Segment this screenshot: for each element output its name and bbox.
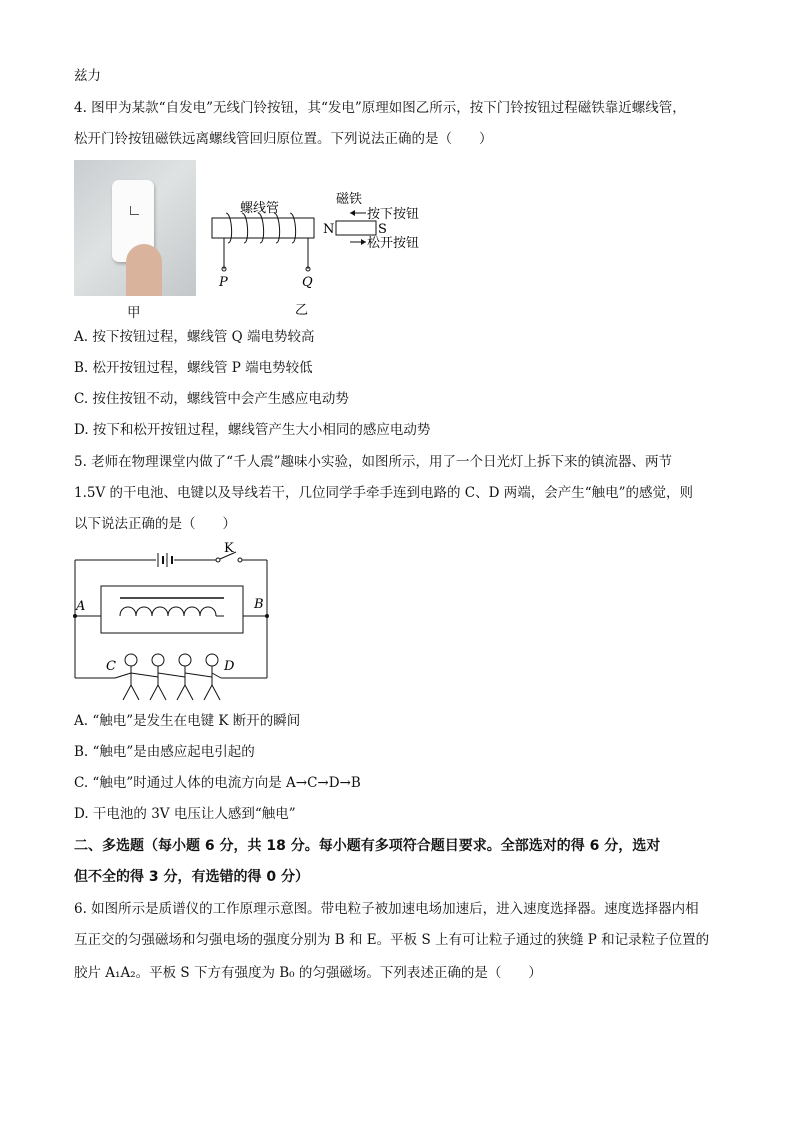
doorbell-photo (74, 160, 196, 296)
q4-option-b: B. 松开按钮过程，螺线管 P 端电势较低 (74, 360, 313, 376)
doorbell-logo-icon (130, 206, 139, 215)
press-arrowhead-icon (350, 210, 355, 216)
pole-s: S (378, 222, 387, 237)
q6-stem-line2: 互正交的匀强磁场和匀强电场的强度分别为 B 和 E。平板 S 上有可让粒子通过的狭缝 P 和记录粒子位置的 (74, 932, 710, 948)
q6-stem-line3: 胶片 A₁A₂。平板 S 下方有强度为 B₀ 的匀强磁场。下列表述正确的是（ ） (74, 965, 542, 981)
q4-option-a: A. 按下按钮过程，螺线管 Q 端电势较高 (74, 329, 315, 345)
q6-stem-line1: 6. 如图所示是质谱仪的工作原理示意图。带电粒子被加速电场加速后，进入速度选择器。速度选择器内相 (74, 901, 699, 917)
q5-option-b: B. “触电”是由感应起电引起的 (74, 744, 255, 760)
magnet-body (336, 221, 376, 235)
switch-label: K (224, 541, 234, 556)
q5-option-a: A. “触电”是发生在电键 K 断开的瞬间 (74, 713, 301, 729)
terminal-p-label: P (219, 275, 228, 290)
node-a-label: A (76, 599, 86, 614)
switch-contact-left (216, 558, 220, 562)
ballast-coil (120, 607, 216, 616)
q4-stem-line2: 松开门铃按钮磁铁远离螺线管回归原位置。下列说法正确的是（ ） (74, 131, 493, 147)
press-label: 按下按钮 (367, 207, 420, 222)
q5-option-d: D. 干电池的 3V 电压让人感到“触电” (74, 806, 296, 822)
header-fragment: 兹力 (74, 68, 101, 84)
circuit-diagram (68, 540, 278, 705)
node-d-label: D (224, 659, 235, 674)
pole-n: N (323, 222, 335, 237)
section2-heading-line1: 二、多选题（每小题 6 分，共 18 分。每小题有多项符合题目要求。全部选对的得 6 分，选对 (74, 838, 661, 854)
people-chain (115, 654, 221, 700)
node-a-dot (73, 614, 77, 618)
solenoid-diagram (200, 185, 450, 320)
finger (126, 244, 162, 296)
q4-option-d: D. 按下和松开按钮过程，螺线管产生大小相同的感应电动势 (74, 422, 431, 438)
fig-caption-a: 甲 (127, 305, 141, 321)
solenoid-label: 螺线管 (240, 201, 280, 216)
node-c-label: C (106, 659, 116, 674)
node-b-dot (265, 614, 269, 618)
fig-caption-b: 乙 (295, 303, 309, 318)
q4-stem-line1: 4. 图甲为某款“自发电”无线门铃按钮，其“发电”原理如图乙所示，按下门铃按钮过程磁铁靠近螺线管， (74, 100, 686, 116)
terminal-q-label: Q (302, 275, 313, 290)
switch-contact-right (238, 558, 242, 562)
q5-stem-line3: 以下说法正确的是（ ） (74, 516, 236, 532)
release-label: 松开按钮 (367, 236, 420, 251)
q4-option-c: C. 按住按钮不动，螺线管中会产生感应电动势 (74, 391, 349, 407)
q5-option-c: C. “触电”时通过人体的电流方向是 A→C→D→B (74, 775, 361, 791)
node-b-label: B (254, 597, 264, 612)
section2-heading-line2: 但不全的得 3 分，有选错的得 0 分） (74, 869, 309, 885)
q5-stem-line1: 5. 老师在物理课堂内做了“千人震”趣味小实验，如图所示，用了一个日光灯上拆下来的镇流器、两节 (74, 454, 672, 470)
release-arrowhead-icon (361, 239, 366, 245)
q5-stem-line2: 1.5V 的干电池、电键以及导线若干，几位同学手牵手连到电路的 C、D 两端，会产生“触电”的感觉，则 (74, 485, 694, 501)
magnet-label: 磁铁 (336, 192, 363, 207)
